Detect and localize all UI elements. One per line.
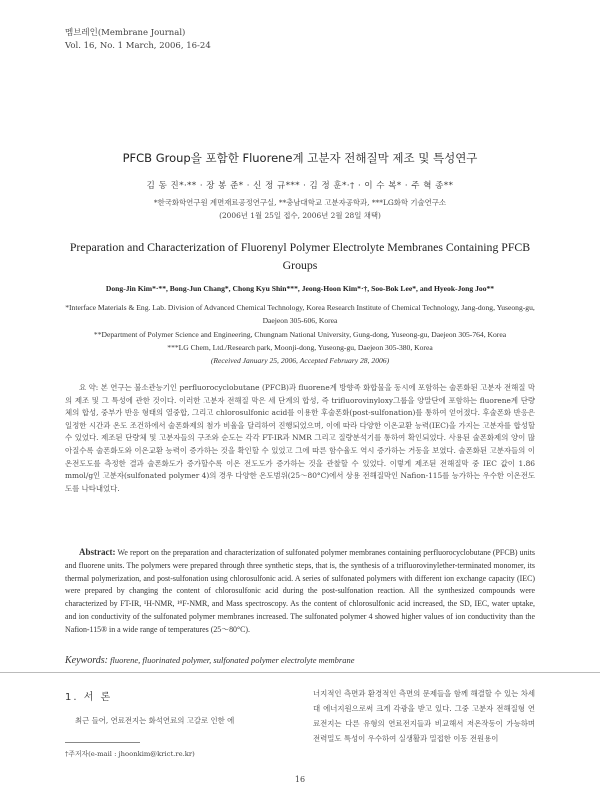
english-abstract — [65, 546, 535, 637]
korean-abstract-text: 본 연구는 불소관능기인 perfluorocyclobutane (PFCB)과 fluorene계 방향족 화합물을 동시에 포함하는 술폰화된 고분자 전해질 막의 제조 및 그 특성에 관한 것이다. 이러한 고분자 전해질 막은 세 단계의 합성, 즉 trifluorovinyloxy그룹을 양말단에 포함하는 fluorene계 단량체의 합성, 중부가 반응 형태의 열중합, 그리고 chlorosulfonic acid를 이용한 후술폰화(post-sulfonation)를 통하여 얻어졌다. 후술폰화 반응은 일정한 시간과 온도 조건하에서 술폰화제의 첨가 비율을 달리하여 진행되었으며, 이에 따라 다양한 이온교환 능력(IEC)을 가지는 고분자를 합성할 수 있었다. 제조된 단량체 및 고분자들의 구조와 순도는 각각 FT-IR과 NMR 그리고 질량분석기를 통하여 확인되었다. 사용된 술폰화제의 양이 많아질수록 술폰화도와 이온교환 능력이 증가하는 것을 확인할 수 있었고 그에 따른 함수율도 역시 증가하는 거동을 보였다. 술폰화된 고분자들의 이온전도도를 측정한 결과 술폰화도가 증가할수록 이온 전도도가 증가하는 것을 관찰할 수 있었다. 이렇게 제조된 전해질막 중 IEC 값이 1.86 mmol/g인 고분자(sulfonated polymer 4)의 경우 다양한 온도범위(25～80°C)에서 상용 전해질막인 Nafion-115를 능가하는 우수한 이온전도도를 나타내었다. — [65, 383, 535, 493]
english-affiliation-3: ***LG Chem, Ltd./Research park, Moonji-dong, Yuseong-gu, Daejeon 305-380, Korea — [167, 342, 433, 352]
journal-header — [65, 27, 211, 53]
korean-affiliations: *한국화학연구원 계면재료공정연구실, **충남대학교 고분자공학과, ***LG화학 기술연구소 — [153, 198, 447, 207]
section-divider — [0, 672, 600, 673]
english-abstract-label: Abstract: — [79, 547, 116, 557]
english-affiliation-1: *Interface Materials & Eng. Lab. Division of Advanced Chemical Technology, Korea Research Institute of Chemical Technology, Jang-dong, Yuseong-gu, Daejeon 305-606, Korea — [65, 303, 535, 326]
korean-dates: (2006년 1월 25일 접수, 2006년 2월 28일 채택) — [219, 211, 381, 220]
english-dates: (Received January 25, 2006, Accepted February 28, 2006) — [210, 356, 390, 366]
journal-name: 멤브레인(Membrane Journal) — [65, 28, 186, 38]
korean-affiliations-block — [0, 196, 600, 222]
korean-abstract-label: 요 약: — [79, 383, 99, 392]
english-title: Preparation and Characterization of Fluorenyl Polymer Electrolyte Membranes Containing PFCB Groups — [69, 240, 531, 272]
journal-issue: Vol. 16, No. 1 March, 2006, 16-24 — [65, 41, 211, 51]
keywords — [65, 655, 355, 666]
body-column-left — [65, 713, 290, 728]
corresponding-author-footnote: †주저자(e-mail : jhoonkim@krict.re.kr) — [65, 750, 195, 758]
body-column-right: 너지적인 측면과 환경적인 측면의 문제들을 함께 해결할 수 있는 차세대 에너지원으로써 크게 각광을 받고 있다. 그중 고분자 전해질형 연료전지는 다른 유형의 연료전지들과 비교해서 저온작동이 가능하며 전력밀도 특성이 우수하여 실생활과 밀접한 이동 전원용이 — [313, 689, 535, 743]
english-abstract-text: We report on the preparation and characterization of sulfonated polymer membranes containing perfluorocyclobutane (PFCB) units and fluorene units. The polymers were prepared through three synthetic steps, that is, the synthesis of a trifluorovinylether-terminated monomer, its thermal polymerization, and post-sulfonation using chlorosulfonic acid. A series of sulfonated polymers with different ion exchange capacity (IEC) were prepared by changing the content of chlorosulfonic acid during the post-sulfonation reaction. All the synthesized compounds were characterized by FT-IR, ¹H-NMR, ¹⁹F-NMR, and Mass spectroscopy. As the content of chlorosulfonic acid increased, the SD, IEC, water uptake, and ion conductivity of the sulfonated polymer membranes increased. The sulfonated polymer 4 showed higher values of ion conductivity than the Nafion-115® in a wide range of temperatures (25～80°C). — [65, 548, 535, 634]
keywords-label: Keywords: — [65, 655, 108, 666]
korean-title: PFCB Group을 포함한 Fluorene계 고분자 전해질막 제조 및 특성연구 — [122, 151, 478, 165]
korean-authors: 김 동 진*·** · 장 봉 준* · 신 정 규*** · 김 정 훈*·† · 이 수 복* · 주 혁 종** — [146, 181, 454, 191]
english-authors: Dong-Jin Kim*·**, Bong-Jun Chang*, Chong Kyu Shin***, Jeong-Hoon Kim*·†, Soo-Bok Lee*, and Hyeok-Jong Joo** — [105, 284, 495, 293]
keywords-text: fluorene, fluorinated polymer, sulfonated polymer electrolyte membrane — [110, 655, 355, 665]
section-heading-introduction: 1. 서 론 — [65, 692, 113, 703]
english-affiliation-2: **Department of Polymer Science and Engineering, Chungnam National University, Gung-dong, Yuseong-gu, Daejeon 305-764, Korea — [93, 329, 507, 339]
footnote-rule — [65, 742, 140, 743]
page-number: 16 — [294, 775, 306, 784]
korean-abstract — [65, 382, 535, 495]
body-col1-text: 최근 들어, 연료전지는 화석연료의 고갈로 인한 에 — [75, 716, 235, 725]
english-affiliations-block — [60, 301, 540, 367]
